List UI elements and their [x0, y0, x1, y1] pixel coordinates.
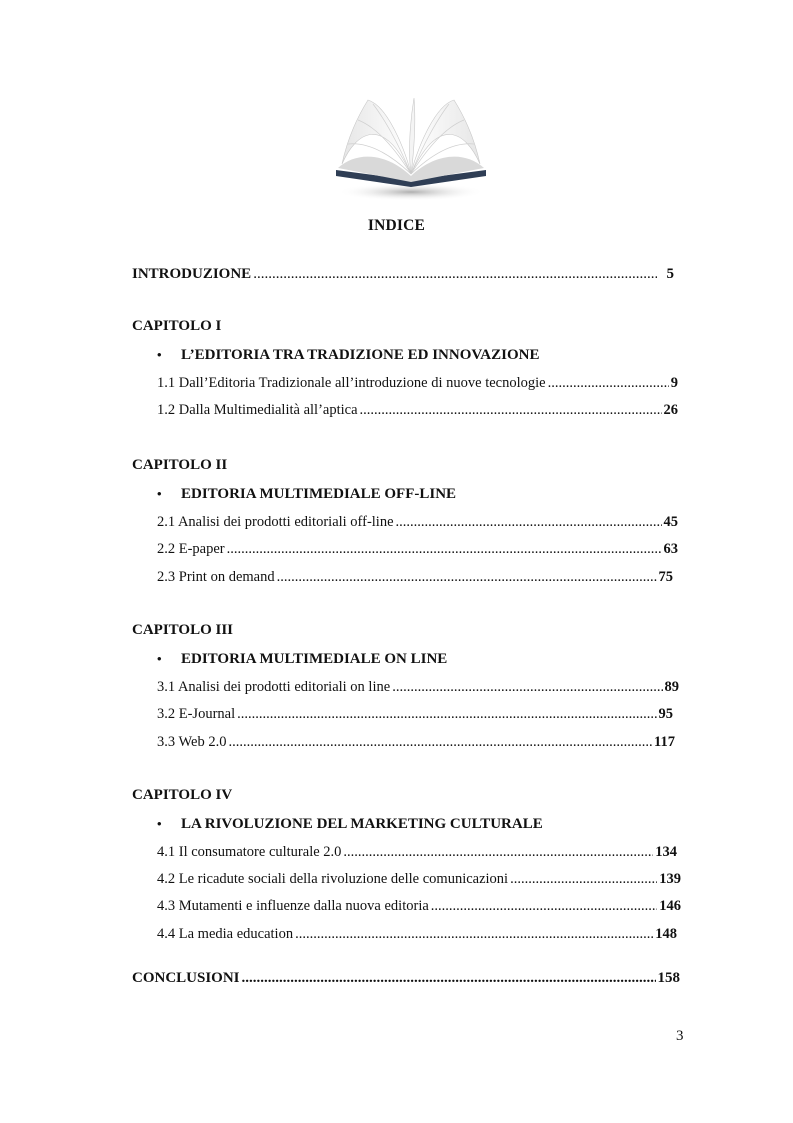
dot-leader	[548, 375, 669, 392]
toc-entry-label: 3.3 Web 2.0	[157, 734, 227, 750]
dot-leader	[237, 706, 656, 723]
dot-leader	[392, 679, 662, 696]
dot-leader	[431, 898, 657, 915]
bullet-icon: •	[157, 651, 162, 666]
chapter-section-3	[157, 651, 447, 668]
toc-entry-page: 158	[657, 970, 680, 986]
toc-entry-label: 4.1 Il consumatore culturale 2.0	[157, 844, 342, 860]
section-title: L’EDITORIA TRA TRADIZIONE ED INNOVAZIONE	[181, 347, 540, 363]
toc-entry-introduction[interactable]	[132, 266, 674, 283]
chapter-section-2	[157, 486, 456, 503]
dot-leader	[277, 569, 657, 586]
bullet-icon: •	[157, 347, 162, 362]
toc-entry[interactable]	[157, 402, 678, 419]
dot-leader	[242, 970, 656, 987]
toc-entry[interactable]	[157, 706, 673, 723]
toc-entry-conclusion[interactable]	[132, 970, 680, 987]
chapter-heading-3: CAPITOLO III	[132, 622, 234, 638]
toc-entry-label: 4.4 La media education	[157, 926, 294, 942]
toc-entry-label: 2.1 Analisi dei prodotti editoriali off-line	[157, 514, 394, 530]
chapter-heading-2: CAPITOLO II	[132, 457, 228, 473]
toc-entry-label: CONCLUSIONI	[132, 970, 240, 986]
toc-entry-page: 26	[663, 402, 678, 418]
dot-leader	[228, 734, 652, 751]
toc-entry[interactable]	[157, 514, 678, 531]
toc-entry-page: 95	[658, 706, 673, 722]
toc-entry-label: 2.3 Print on demand	[157, 569, 275, 585]
toc-entry-page: 148	[655, 926, 677, 942]
chapter-heading-4: CAPITOLO IV	[132, 787, 233, 803]
toc-entry-page: 5	[666, 266, 674, 282]
dot-leader	[343, 844, 653, 861]
toc-entry-page: 9	[670, 375, 678, 391]
section-title: EDITORIA MULTIMEDIALE OFF-LINE	[181, 486, 457, 502]
bullet-icon: •	[157, 486, 162, 501]
bullet-icon: •	[157, 816, 162, 831]
toc-entry-label: 3.1 Analisi dei prodotti editoriali on line	[157, 679, 391, 695]
toc-entry[interactable]	[157, 844, 677, 861]
toc-entry-page: 89	[664, 679, 679, 695]
toc-entry-page: 134	[655, 844, 677, 860]
toc-entry[interactable]	[157, 871, 681, 888]
toc-entry-label: 4.2 Le ricadute sociali della rivoluzione delle comunicazioni	[157, 871, 509, 887]
toc-entry-page: 117	[654, 734, 675, 750]
dot-leader	[227, 541, 662, 558]
toc-entry[interactable]	[157, 898, 681, 915]
toc-entry-page: 146	[659, 898, 681, 914]
toc-entry[interactable]	[157, 541, 678, 558]
toc-entry-page: 75	[658, 569, 673, 585]
index-title: INDICE	[367, 217, 426, 234]
dot-leader	[510, 871, 657, 888]
section-title: LA RIVOLUZIONE DEL MARKETING CULTURALE	[181, 816, 543, 832]
toc-entry-label: 1.2 Dalla Multimedialità all’aptica	[157, 402, 358, 418]
toc-entry[interactable]	[157, 926, 677, 943]
toc-entry[interactable]	[157, 734, 675, 751]
section-title: EDITORIA MULTIMEDIALE ON LINE	[181, 651, 448, 667]
chapter-heading-1: CAPITOLO I	[132, 318, 222, 334]
toc-entry-label: 2.2 E-paper	[157, 541, 225, 557]
toc-entry-label: 4.3 Mutamenti e influenze dalla nuova editoria	[157, 898, 429, 914]
page-number: 3	[676, 1028, 684, 1044]
dot-leader	[253, 266, 656, 283]
dot-leader	[360, 402, 662, 419]
toc-entry-label: 1.1 Dall’Editoria Tradizionale all’introduzione di nuove tecnologie	[157, 375, 546, 391]
toc-entry[interactable]	[157, 569, 673, 586]
chapter-section-4	[157, 816, 543, 833]
chapter-section-1	[157, 347, 539, 364]
dot-leader	[295, 926, 653, 943]
toc-entry-page: 139	[659, 871, 681, 887]
book-illustration	[328, 92, 494, 204]
toc-entry-page: 63	[663, 541, 678, 557]
toc-entry-label: INTRODUZIONE	[132, 266, 252, 282]
toc-entry[interactable]	[157, 375, 678, 392]
toc-entry-page: 45	[663, 514, 678, 530]
toc-entry-label: 3.2 E-Journal	[157, 706, 236, 722]
dot-leader	[396, 514, 662, 531]
toc-entry[interactable]	[157, 679, 679, 696]
